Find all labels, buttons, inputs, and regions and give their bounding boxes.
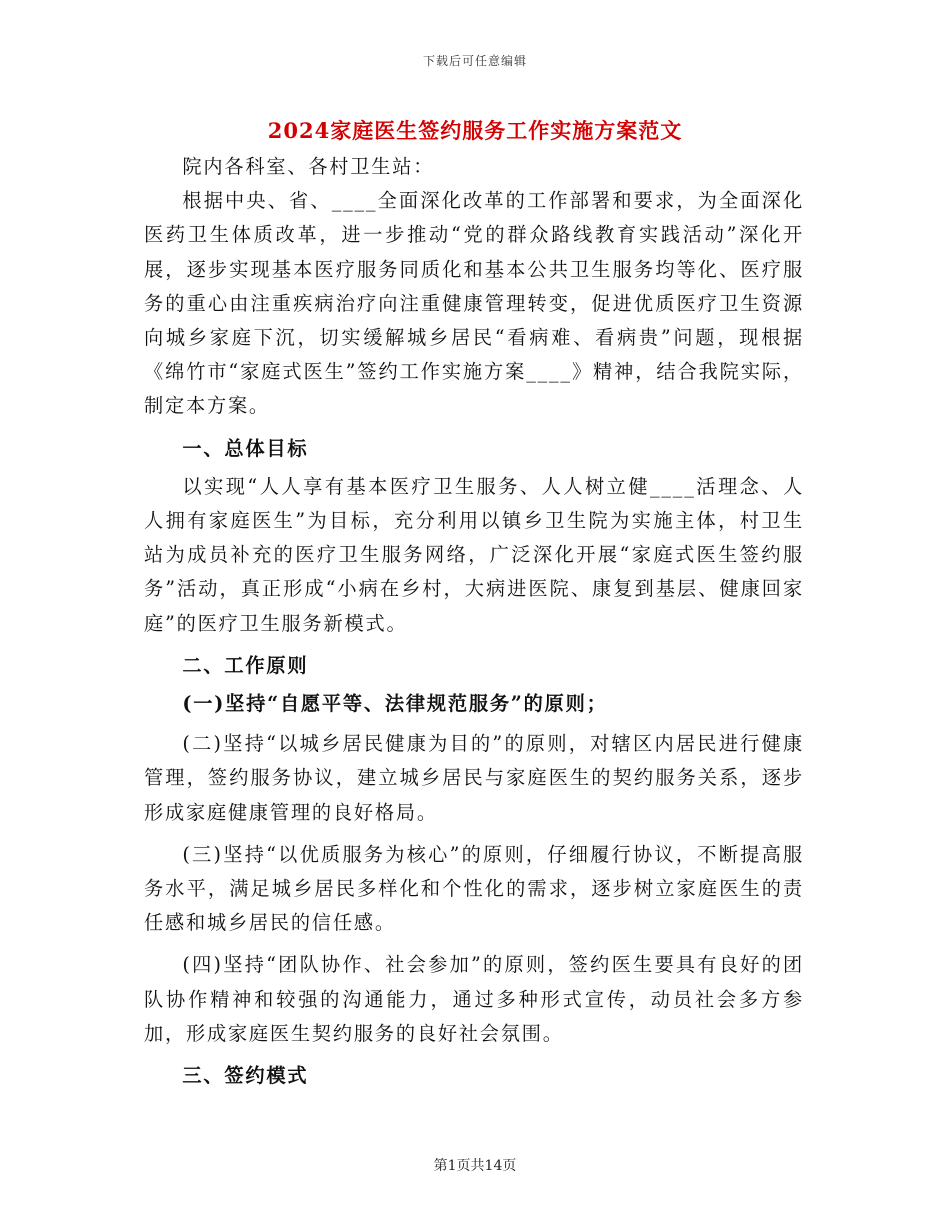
section-heading-principles: 二、工作原则 xyxy=(182,653,309,677)
principle-2: (二)坚持“以城乡居民健康为目的”的原则，对辖区内居民进行健康管理，签约服务协议，建立城乡居民与家庭医生的契约服务关系，逐步形成家庭健康管理的良好格局。 xyxy=(144,732,804,824)
goals-paragraph: 以实现“人人享有基本医疗卫生服务、人人树立健____活理念、人人拥有家庭医生”为目标，充分利用以镇乡卫生院为实施主体，村卫生站为成员补充的医疗卫生服务网络，广泛深化开展“家庭式医生签约服务”活动，真正形成“小病在乡村，大病进医院、康复到基层、健康回家庭”的医疗卫生服务新模式。 xyxy=(144,474,804,635)
salutation: 院内各科室、各村卫生站： xyxy=(182,155,435,178)
section-heading-goals: 一、总体目标 xyxy=(182,436,309,460)
page-footer: 第1页共14页 xyxy=(433,1158,517,1174)
principle-4: (四)坚持“团队协作、社会参加”的原则，签约医生要具有良好的团队协作精神和较强的沟通能力，通过多种形式宣传，动员社会多方参加，形成家庭医生契约服务的良好社会氛围。 xyxy=(144,953,804,1045)
section-heading-signing-mode: 三、签约模式 xyxy=(182,1064,309,1088)
principle-3: (三)坚持“以优质服务为核心”的原则，仔细履行协议，不断提高服务水平，满足城乡居民多样化和个性化的需求，逐步树立家庭医生的责任感和城乡居民的信任感。 xyxy=(144,842,804,935)
document-body xyxy=(144,150,804,1097)
document-title: 2024家庭医生签约服务工作实施方案范文 xyxy=(267,118,683,143)
header-note: 下载后可任意编辑 xyxy=(422,54,527,68)
principle-1: (一)坚持“自愿平等、法律规范服务”的原则； xyxy=(182,692,608,716)
intro-paragraph: 根据中央、省、____全面深化改革的工作部署和要求，为全面深化医药卫生体质改革，进一步推动“党的群众路线教育实践活动”深化开展，逐步实现基本医疗服务同质化和基本公共卫生服务均等化、医疗服务的重心由注重疾病治疗向注重健康管理转变，促进优质医疗卫生资源向城乡家庭下沉，切实缓解城乡居民“看病难、看病贵”问题，现根据《绵竹市“家庭式医生”签约工作实施方案____》精神，结合我院实际，制定本方案。 xyxy=(144,189,804,418)
